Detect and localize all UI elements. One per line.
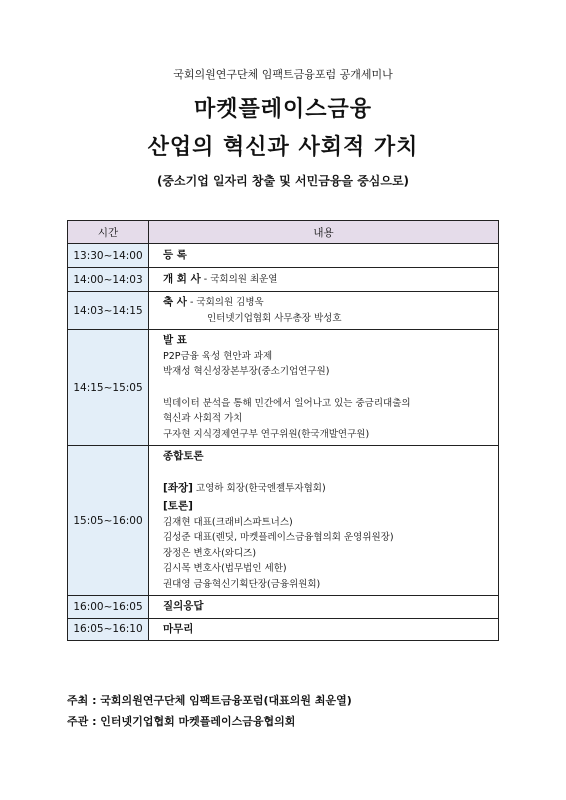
- presenter: 구자현 지식경제연구부 연구위원(한국개발연구원): [163, 428, 370, 440]
- panelist: 김재현 대표(크래비스파트너스): [163, 516, 293, 528]
- table-header-row: [68, 221, 499, 244]
- column-header-content: 내용: [149, 221, 499, 244]
- host-line: 주최 : 국회의원연구단체 임팩트금융포럼(대표의원 최운열): [67, 694, 352, 707]
- subtitle: (중소기업 일자리 창출 및 서민금융을 중심으로): [156, 174, 410, 188]
- table-row: [68, 446, 499, 596]
- row-detail: 국회의원 김병욱: [196, 297, 264, 308]
- table-row: [68, 244, 499, 268]
- row-content: [149, 618, 499, 641]
- presentation-topic: P2P금융 육성 현안과 과제: [163, 350, 273, 362]
- row-title: 발 표: [163, 334, 187, 346]
- row-time: 14:03~14:15: [68, 292, 149, 330]
- row-content: [149, 446, 499, 596]
- panelist: 장정은 변호사(와디즈): [163, 547, 257, 559]
- column-header-time: 시간: [68, 221, 149, 244]
- table-row: [68, 292, 499, 330]
- row-content: [149, 330, 499, 446]
- table-row: [68, 618, 499, 641]
- presentation-topic: 빅데이터 분석을 통해 민간에서 일어나고 있는 중금리대출의: [163, 397, 411, 409]
- row-title: 등 록: [163, 248, 187, 261]
- row-time: 16:00~16:05: [68, 596, 149, 619]
- panelist: 김성준 대표(렌딧, 마켓플레이스금융협의회 운영위원장): [163, 532, 394, 543]
- row-time: 14:15~15:05: [68, 330, 149, 446]
- row-separator: -: [186, 297, 197, 308]
- schedule-table: [67, 220, 499, 641]
- chair-name: 고영하 회장(한국엔젤투자협회): [192, 482, 326, 494]
- row-time: 16:05~16:10: [68, 618, 149, 641]
- table-row: [68, 268, 499, 292]
- seminar-organizer-line: 국회의원연구단체 임팩트금융포럼 공개세미나: [173, 68, 393, 81]
- row-time: 15:05~16:00: [68, 446, 149, 596]
- organizer-line: 주관 : 인터넷기업협회 마켓플레이스금융협의회: [67, 715, 296, 728]
- row-title: 마무리: [163, 622, 194, 635]
- panelist: 권대영 금융혁신기획단장(금융위원회): [163, 578, 321, 590]
- presenter: 박재성 혁신성장본부장(중소기업연구원): [163, 366, 330, 377]
- table-row: [68, 596, 499, 619]
- row-detail: 국회의원 최운열: [210, 273, 278, 285]
- row-title: 질의응답: [163, 600, 204, 612]
- table-row: [68, 330, 499, 446]
- row-title: 개 회 사: [163, 272, 201, 285]
- chair-label: [좌장]: [163, 481, 193, 494]
- panelist: 김시목 변호사(법무법인 세한): [163, 563, 287, 574]
- row-title: 축 사: [163, 296, 187, 308]
- row-content: [149, 596, 499, 619]
- main-title-line-1: 마켓플레이스금융: [193, 97, 373, 122]
- row-detail: 인터넷기업협회 사무총장 박성호: [207, 312, 342, 324]
- panel-label: [토론]: [163, 500, 193, 512]
- row-title: 종합토론: [163, 450, 204, 462]
- row-content: [149, 292, 499, 330]
- main-title-line-2: 산업의 혁신과 사회적 가치: [147, 135, 419, 160]
- row-time: 13:30~14:00: [68, 244, 149, 268]
- row-content: [149, 268, 499, 292]
- row-separator: -: [200, 273, 211, 285]
- row-time: 14:00~14:03: [68, 268, 149, 292]
- row-content: [149, 244, 499, 268]
- presentation-topic: 혁신과 사회적 가치: [163, 413, 243, 424]
